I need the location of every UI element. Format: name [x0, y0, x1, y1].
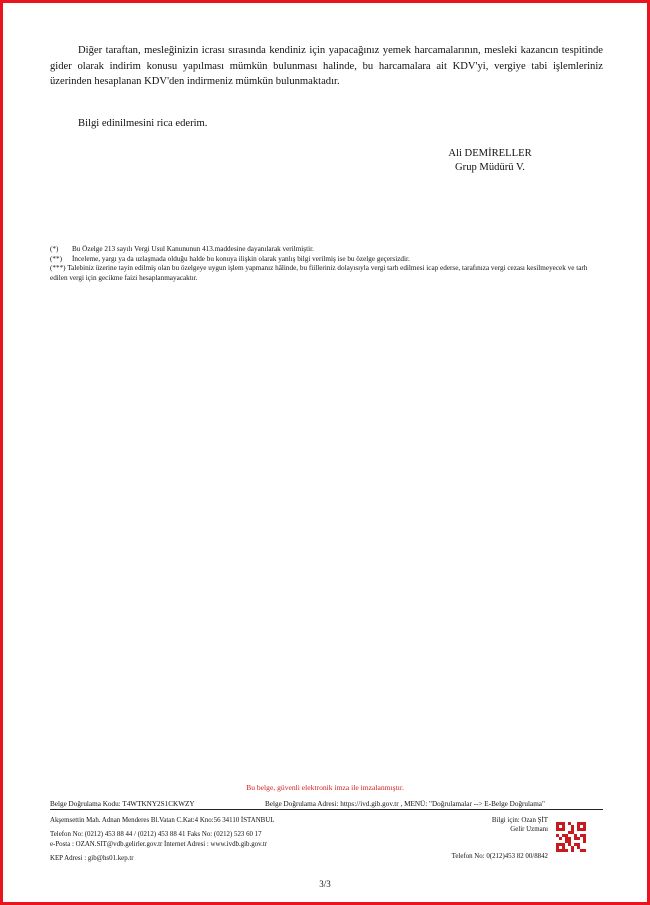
contact-person-title: Gelir Uzmanı — [510, 826, 548, 834]
page-number: 3/3 — [319, 879, 331, 889]
footnote-text: Talebiniz üzerine tayin edilmiş olan bu özelgeye uygun işlem yapmanız hâlinde, bu fiilleriniz dolayısıyla vergi tarh edilmesi icap ederse, tarafınıza vergi cezası kesilmeyecek ve tarh edilen vergi için gecikme faizi hesaplanmayacaktır. — [50, 264, 588, 282]
qr-code-icon — [556, 822, 586, 852]
body-paragraph-closing: Bilgi edinilmesini rica ederim. — [78, 118, 208, 129]
office-phone-fax: Telefon No: (0212) 453 88 44 / (0212) 453 88 41 Faks No: (0212) 523 60 17 — [50, 831, 262, 839]
verification-address[interactable]: Belge Doğrulama Adresi: https://ivd.gib.gov.tr , MENÜ: "Doğrulamalar --> E-Belge Doğrulama" — [265, 800, 545, 808]
contact-phone: Telefon No: 0(212)453 82 00/8842 — [451, 853, 548, 860]
body-paragraph-kdv: Diğer taraftan, mesleğinizin icrası sırasında kendiniz için yapacağınız yemek harcamalarının, mesleki kazancın tespitinde gider olarak indirim konusu yapılması mümkün bulunması halinde, bu harcamalara ait KDV'yi, vergiye tabi işlemleriniz üzerinden hesaplanan KDV'den indirmeniz mümkün bulunmaktadır. — [50, 45, 603, 88]
signatory-title: Grup Müdürü V. — [455, 162, 525, 173]
footnote-mark: (*) — [50, 245, 59, 253]
contact-person-name: Bilgi için: Ozan ŞİT — [491, 817, 548, 824]
verification-line — [50, 800, 603, 810]
footnote-text: Bu Özelge 213 sayılı Vergi Usul Kanununun 413.maddesine dayanılarak verilmiştir. — [72, 245, 314, 253]
office-email-web[interactable]: e-Posta : OZAN.SIT@vdb.gelirler.gov.tr İnternet Adresi : www.ivdb.gib.gov.tr — [50, 840, 268, 848]
footnote-1 — [50, 245, 603, 255]
footnote-mark: (**) — [50, 254, 62, 263]
office-address: Akşemsettin Mah. Adnan Menderes Bl.Vatan C.Kat:4 Kno:56 34110 İSTANBUL — [50, 817, 275, 824]
footnote-text: İnceleme, yargı ya da uzlaşmada olduğu halde bu konuya ilişkin olarak yanlış bilgi verilmiş ise bu özelge geçersizdir. — [72, 254, 410, 263]
kep-address[interactable]: KEP Adresi : gib@hs01.kep.tr — [50, 855, 134, 863]
footnote-mark: (***) — [50, 264, 66, 273]
contact-person — [400, 816, 548, 835]
footnotes — [50, 245, 603, 283]
esign-notice: Bu belge, güvenli elektronik imza ile imzalanmıştır. — [246, 783, 404, 792]
footnote-2 — [50, 255, 603, 265]
signature-block — [420, 147, 560, 175]
verification-code: Belge Doğrulama Kodu: T4WTKNY2S1CKWZY — [50, 800, 195, 808]
office-contact — [50, 816, 380, 864]
footnote-3 — [50, 264, 603, 283]
signatory-name: Ali DEMİRELLER — [448, 148, 532, 159]
